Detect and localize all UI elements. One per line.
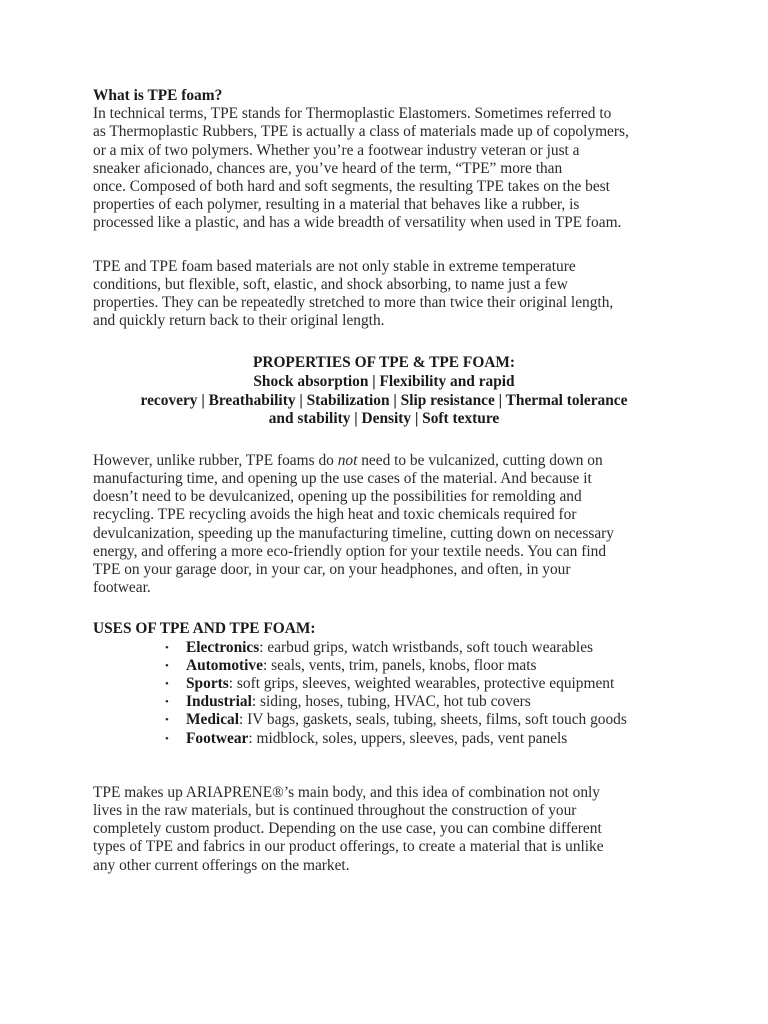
bullet-icon: • [165, 696, 169, 709]
stability-line: and quickly return back to their original length. [93, 312, 385, 330]
use-label: Footwear [186, 729, 249, 747]
closing-line: completely custom product. Depending on the use case, you can combine different [93, 820, 602, 838]
rubber-paragraph [93, 452, 693, 598]
intro-line: as Thermoplastic Rubbers, TPE is actually a class of materials made up of copolymers, [93, 123, 629, 141]
closing-line: any other current offerings on the market. [93, 856, 350, 874]
use-text: : siding, hoses, tubing, HVAC, hot tub covers [251, 693, 531, 711]
stability-paragraph [93, 258, 693, 331]
properties-line: and stability | Density | Soft texture [268, 410, 500, 428]
rubber-line: doesn’t need to be devulcanized, opening up the possibilities for remolding and [93, 488, 582, 506]
intro-line: properties of each polymer, resulting in a material that behaves like a rubber, is [93, 196, 580, 214]
properties-line: Shock absorption | Flexibility and rapid [253, 373, 515, 391]
use-label: Medical [186, 711, 239, 729]
rubber-line: energy, and offering a more eco-friendly option for your textile needs. You can find [93, 542, 607, 560]
page-title: What is TPE foam? [93, 87, 223, 104]
list-item [165, 656, 693, 675]
use-text: : IV bags, gaskets, seals, tubing, sheets, films, soft touch goods [239, 711, 627, 729]
rubber-line: devulcanization, speeding up the manufacturing timeline, cutting down on necessary [93, 524, 614, 542]
rubber-line-end: need to be vulcanized, cutting down on [357, 451, 603, 469]
list-item [165, 675, 693, 693]
use-text: : midblock, soles, uppers, sleeves, pads, vent panels [248, 729, 568, 747]
stability-line: conditions, but flexible, soft, elastic, and shock absorbing, to name just a few [93, 275, 568, 293]
intro-line: or a mix of two polymers. Whether you’re a footwear industry veteran or just a [93, 141, 580, 159]
uses-list [93, 639, 693, 748]
bullet-icon: • [165, 678, 169, 691]
document-page [93, 87, 693, 875]
bullet-icon: • [165, 659, 169, 672]
rubber-line [93, 452, 693, 470]
use-label: Electronics [186, 638, 260, 656]
intro-line: once. Composed of both hard and soft segments, the resulting TPE takes on the best [93, 178, 610, 196]
use-text: : soft grips, sleeves, weighted wearables, protective equipment [228, 675, 615, 693]
properties-line: recovery | Breathability | Stabilization | Slip resistance | Thermal tolerance [140, 391, 628, 409]
rubber-line: recycling. TPE recycling avoids the high heat and toxic chemicals required for [93, 506, 577, 524]
list-item [165, 638, 693, 657]
closing-paragraph [93, 784, 693, 875]
use-label: Automotive [186, 656, 263, 674]
emphasis-not: not [337, 451, 358, 469]
use-label: Sports [186, 675, 229, 693]
closing-line: TPE makes up ARIAPRENE®’s main body, and this idea of combination not only [93, 783, 600, 801]
properties-heading: PROPERTIES OF TPE & TPE FOAM: [252, 354, 516, 372]
bullet-icon: • [165, 714, 169, 727]
rubber-line: manufacturing time, and opening up the use cases of the material. And because it [93, 470, 592, 488]
use-text: : earbud grips, watch wristbands, soft touch wearables [259, 638, 594, 656]
rubber-line-start: However, unlike rubber, TPE foams do [93, 451, 338, 469]
intro-line: sneaker aficionado, chances are, you’ve heard of the term, “TPE” more than [93, 159, 563, 177]
closing-line: lives in the raw materials, but is continued throughout the construction of your [93, 802, 577, 820]
use-label: Industrial [186, 693, 252, 711]
intro-line: processed like a plastic, and has a wide breadth of versatility when used in TPE foam. [93, 214, 622, 232]
intro-paragraph [93, 105, 693, 232]
stability-line: properties. They can be repeatedly stretched to more than twice their original length, [93, 294, 614, 312]
list-item [165, 711, 693, 729]
bullet-icon: • [165, 641, 169, 654]
uses-heading: USES OF TPE AND TPE FOAM: [93, 620, 316, 638]
list-item [165, 729, 693, 748]
bullet-icon: • [165, 732, 169, 745]
rubber-line: footwear. [93, 579, 151, 597]
properties-section [93, 354, 675, 428]
use-text: : seals, vents, trim, panels, knobs, floor mats [262, 656, 537, 674]
stability-line: TPE and TPE foam based materials are not only stable in extreme temperature [93, 257, 576, 275]
closing-line: types of TPE and fabrics in our product offerings, to create a material that is unlike [93, 838, 604, 856]
intro-line: In technical terms, TPE stands for Thermoplastic Elastomers. Sometimes referred to [93, 105, 612, 123]
list-item [165, 693, 693, 711]
rubber-line: TPE on your garage door, in your car, on your headphones, and often, in your [93, 561, 571, 579]
